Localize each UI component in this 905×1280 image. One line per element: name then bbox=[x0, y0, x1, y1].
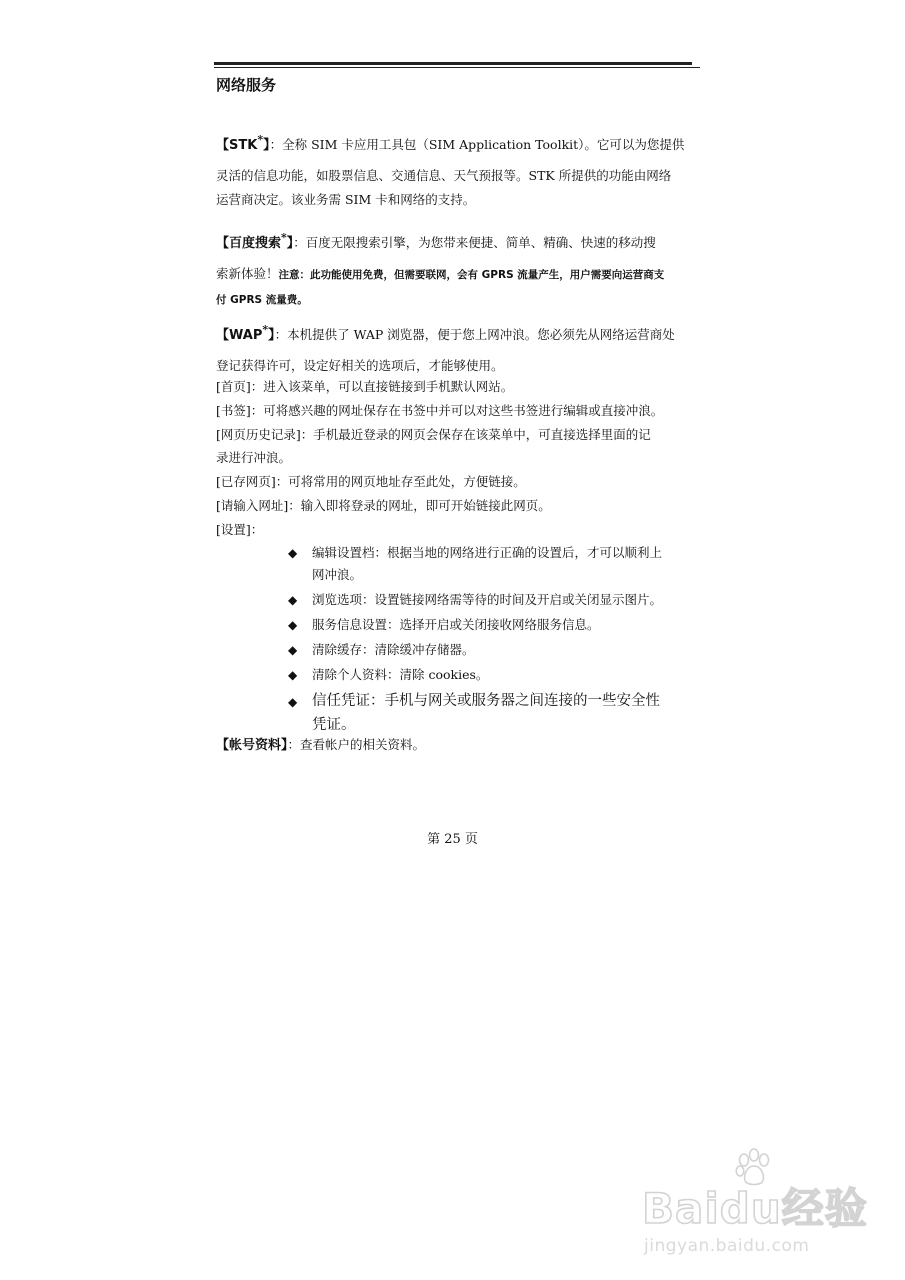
bullet-clear-cache: ◆ 清除缓存：清除缓冲存储器。 bbox=[288, 639, 708, 661]
wap-item-saved-pages: [已存网页]：可将常用的网页地址存至此处，方便链接。 bbox=[216, 474, 526, 489]
bullet-service-info: ◆ 服务信息设置：选择开启或关闭接收网络服务信息。 bbox=[288, 614, 708, 636]
wap-paragraph bbox=[216, 318, 702, 378]
bullet-browse-options: ◆ 浏览选项：设置链接网络需等待的时间及开启或关闭显示图片。 bbox=[288, 589, 708, 611]
wap-item-history: [网页历史记录]：手机最近登录的网页会保存在该菜单中，可直接选择里面的记 bbox=[216, 427, 651, 442]
header-rule-thin bbox=[214, 67, 700, 68]
baidu-lead: 【百度搜索 bbox=[216, 236, 282, 251]
baidu-search-paragraph bbox=[216, 226, 702, 312]
baidu-jingyan-watermark bbox=[640, 1146, 880, 1266]
account-lead: 【帐号资料】 bbox=[216, 738, 288, 753]
baidu-note-1: 注意：此功能使用免费，但需要联网，会有 GPRS 流量产生，用户需要向运营商支 bbox=[278, 269, 665, 281]
wap-item-enter-url: [请输入网址]：输入即将登录的网址，即可开始链接此网页。 bbox=[216, 498, 551, 513]
baidu-text-1: ：百度无限搜索引擎，为您带来便捷、简单、精确、快速的移动搜 bbox=[293, 235, 656, 250]
watermark-brand: Baidu经验 bbox=[642, 1184, 868, 1233]
diamond-bullet-icon: ◆ bbox=[288, 618, 298, 632]
settings-bullet-list bbox=[288, 542, 708, 740]
stk-line-3: 运营商决定。该业务需 SIM 卡和网络的支持。 bbox=[216, 192, 476, 207]
baidu-line-2 bbox=[216, 262, 702, 287]
diamond-bullet-icon: ◆ bbox=[288, 695, 298, 709]
stk-star: * bbox=[257, 133, 264, 146]
stk-lead-close: 】 bbox=[263, 138, 270, 153]
wap-item-settings: [设置]： bbox=[216, 522, 264, 537]
wap-text-1: ：本机提供了 WAP 浏览器，便于您上网冲浪。您必须先从网络运营商处 bbox=[274, 327, 675, 342]
stk-line-2: 灵活的信息功能，如股票信息、交通信息、天气预报等。STK 所提供的功能由网络 bbox=[216, 168, 672, 183]
diamond-bullet-icon: ◆ bbox=[288, 593, 298, 607]
wap-line-1 bbox=[216, 318, 702, 348]
wap-lead-close: 】 bbox=[268, 328, 275, 343]
baidu-line-1 bbox=[216, 226, 702, 256]
wap-item-history-cont: 录进行冲浪。 bbox=[216, 450, 292, 465]
account-text: ：查看帐户的相关资料。 bbox=[287, 737, 426, 752]
baidu-line-3 bbox=[216, 287, 702, 312]
diamond-bullet-icon: ◆ bbox=[288, 668, 298, 682]
wap-item-bookmarks: [书签]：可将感兴趣的网址保存在书签中并可以对这些书签进行编辑或直接冲浪。 bbox=[216, 403, 664, 418]
diamond-bullet-icon: ◆ bbox=[288, 643, 298, 657]
stk-text-1: ：全称 SIM 卡应用工具包（SIM Application Toolkit）。它可以为您提供 bbox=[269, 137, 685, 152]
wap-lead: 【WAP bbox=[216, 328, 263, 343]
stk-paragraph bbox=[216, 128, 702, 212]
baidu-lead-close: 】 bbox=[286, 236, 294, 251]
bullet-edit-profile: ◆ 编辑设置档：根据当地的网络进行正确的设置后，才可以顺利上 网冲浪。 bbox=[288, 542, 708, 586]
watermark-url: jingyan.baidu.com bbox=[644, 1236, 810, 1256]
baidu-star: * bbox=[281, 231, 287, 244]
wap-star: * bbox=[262, 323, 269, 336]
wap-item-home: [首页]：进入该菜单，可以直接链接到手机默认网站。 bbox=[216, 379, 514, 394]
stk-lead: 【STK bbox=[216, 138, 258, 153]
header-rule-thick bbox=[214, 62, 692, 65]
baidu-text-2: 索新体验！ bbox=[216, 266, 279, 281]
account-info-paragraph bbox=[216, 734, 425, 757]
wap-line-2: 登记获得许可，设定好相关的选项后，才能够使用。 bbox=[216, 358, 504, 373]
section-title: 网络服务 bbox=[216, 76, 277, 94]
stk-line-1 bbox=[216, 128, 702, 158]
page-number: 第 25 页 bbox=[427, 832, 478, 847]
baidu-note-2: 付 GPRS 流量费。 bbox=[216, 294, 308, 306]
diamond-bullet-icon: ◆ bbox=[288, 546, 298, 560]
bullet-clear-personal: ◆ 清除个人资料：清除 cookies。 bbox=[288, 664, 708, 686]
bullet-trust-certificates: ◆ 信任凭证：手机与网关或服务器之间连接的一些安全性 凭证。 bbox=[288, 689, 708, 737]
